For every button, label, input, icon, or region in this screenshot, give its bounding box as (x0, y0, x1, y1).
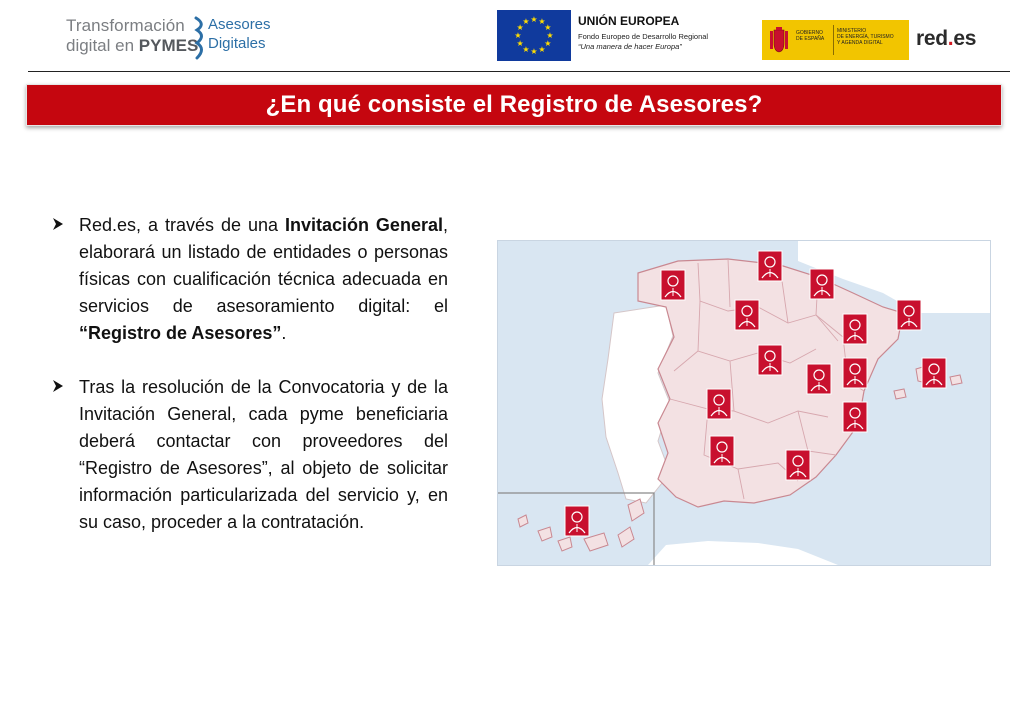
gobierno-text: GOBIERNO DE ESPAÑA (796, 30, 825, 42)
svg-text:★: ★ (522, 44, 530, 54)
svg-text:★: ★ (546, 31, 554, 40)
advisor-marker-icon (735, 300, 759, 330)
advisor-marker-icon (843, 402, 867, 432)
eu-fund: Fondo Europeo de Desarrollo Regional (578, 32, 709, 41)
redes-logo (916, 27, 976, 51)
bullet-text: Tras la resolución de la Convocatoria y de la Invitación General, cada pyme beneficiaria deberá contactar con proveedores del “Registro de Asesores”, al objeto de solicitar información particularizada del servicio y, en su caso, proceder a la contratación. (79, 377, 448, 532)
svg-text:★: ★ (538, 17, 546, 27)
bullet-1-seg-0: Red.es, a través de una (79, 215, 285, 235)
eu-motto: “Una manera de hacer Europa” (578, 42, 682, 51)
svg-text:★: ★ (516, 39, 524, 48)
svg-text:★: ★ (522, 17, 530, 27)
redes-dot: . (947, 27, 954, 50)
advisor-marker-icon (786, 450, 810, 480)
advisor-marker-icon (710, 436, 734, 466)
bullet-1-seg-1: Invitación General (284, 215, 443, 235)
advisor-marker-icon (897, 300, 921, 330)
bullet-1-seg-4: . (281, 323, 287, 343)
spain-map-svg (498, 241, 990, 565)
logo-pymes: PYMES (138, 36, 199, 55)
bullet-list (50, 212, 448, 563)
advisor-marker-icon (707, 389, 731, 419)
bullet-1-seg-2: , elaborará un listado de entidades o personas físicas con cualificación técnica adecuada en servicios de asesoramiento digital: el (79, 215, 448, 316)
redes-main: red (916, 27, 948, 50)
advisor-marker-icon (661, 270, 685, 300)
page-title: ¿En qué consiste el Registro de Asesores? (265, 91, 763, 118)
gobierno-ministerio-logo (762, 20, 909, 60)
transformacion-digital-logo (66, 16, 281, 60)
header (0, 0, 1024, 72)
bullet-item (50, 212, 448, 347)
arrow-bullet-icon (50, 378, 66, 394)
header-divider (28, 71, 1010, 72)
advisor-marker-icon (758, 345, 782, 375)
svg-text:★: ★ (514, 31, 522, 40)
eu-title: UNIÓN EUROPEA (578, 14, 680, 28)
logo-line-1: Transformación (66, 16, 185, 35)
title-bar (26, 84, 1002, 126)
spain-map (497, 240, 991, 566)
logo-wave-mark-icon (193, 16, 207, 60)
eu-flag-icon (497, 10, 571, 61)
advisor-marker-icon (565, 506, 589, 536)
redes-suffix: es (953, 27, 977, 50)
logo-digitales: Digitales (208, 35, 266, 52)
advisor-marker-icon (758, 251, 782, 281)
advisor-marker-icon (843, 358, 867, 388)
svg-text:★: ★ (538, 44, 546, 54)
eu-logo-text (578, 14, 750, 51)
logo-line-2 (66, 36, 198, 56)
bullet-item (50, 374, 448, 536)
svg-text:★: ★ (530, 47, 538, 56)
gob-separator (833, 25, 834, 55)
logo-line-2-prefix: digital en (66, 36, 135, 55)
bullet-text (79, 212, 448, 347)
svg-text:★: ★ (530, 15, 538, 24)
ministerio-text: MINISTERIO DE ENERGÍA, TURISMO Y AGENDA DIGITAL (837, 28, 894, 46)
advisor-marker-icon (843, 314, 867, 344)
bullet-1-seg-3: “Registro de Asesores” (79, 323, 282, 343)
advisor-marker-icon (922, 358, 946, 388)
advisor-marker-icon (807, 364, 831, 394)
arrow-bullet-icon (50, 216, 66, 232)
spain-coat-of-arms-icon (768, 26, 790, 54)
svg-text:★: ★ (516, 23, 524, 32)
advisor-marker-icon (810, 269, 834, 299)
logo-asesores: Asesores (208, 16, 271, 33)
svg-text:★: ★ (544, 23, 552, 32)
svg-text:★: ★ (544, 39, 552, 48)
